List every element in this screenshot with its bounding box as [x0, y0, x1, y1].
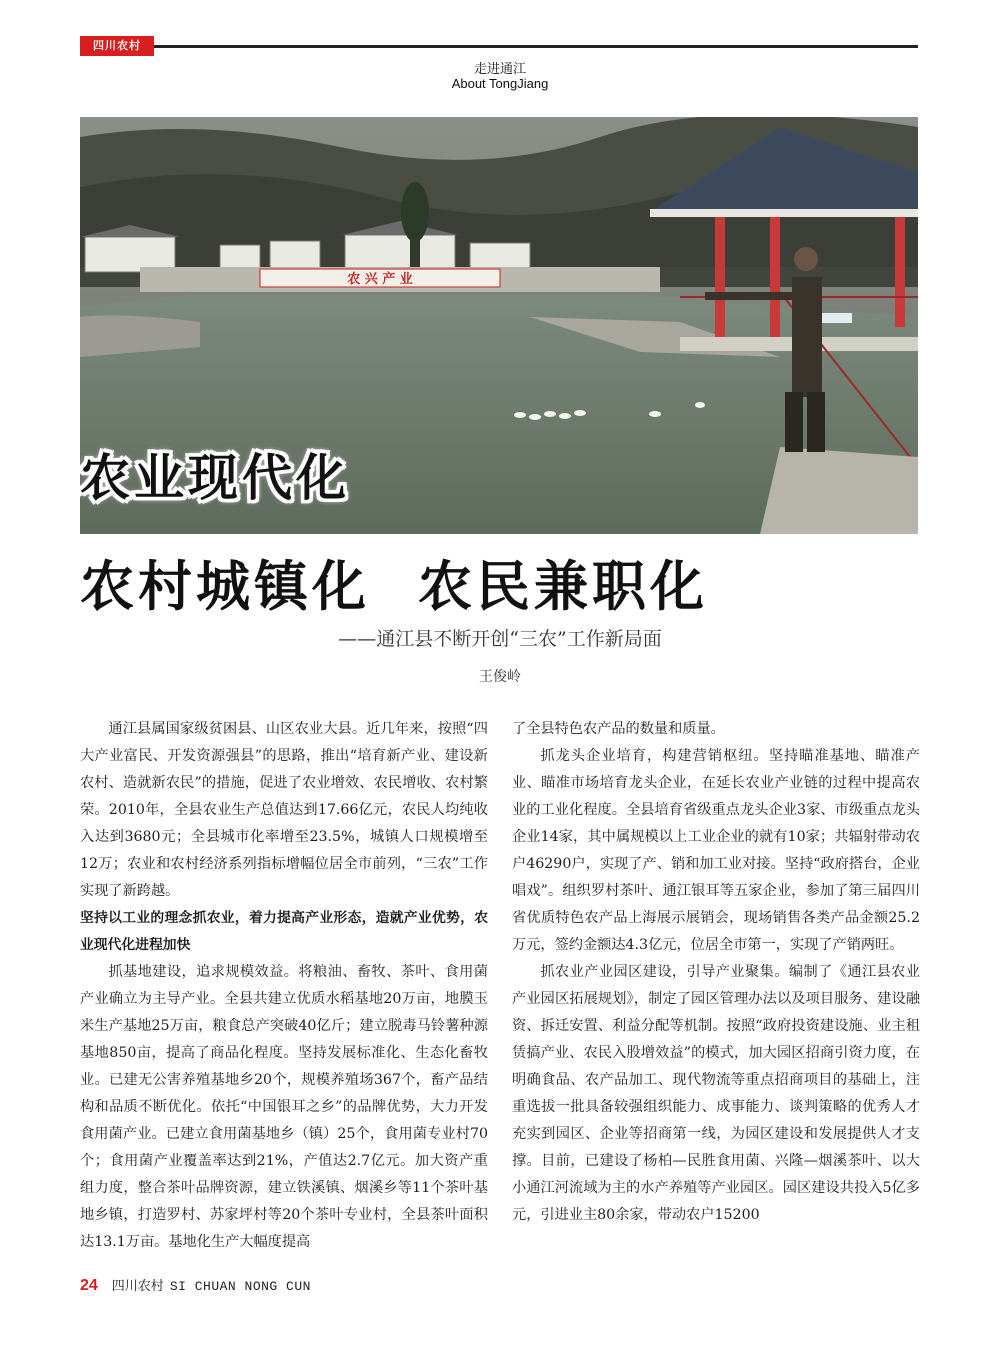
- title-part-1: 农村城镇化: [80, 554, 370, 618]
- section-heading: 坚持以工业的理念抓农业，着力提高产业形态，造就产业优势，农业现代化进程加快: [80, 910, 488, 953]
- magazine-name-cn: 四川农村: [111, 1279, 164, 1294]
- title-part-2: 农民兼职化: [418, 554, 708, 618]
- paragraph: 抓基地建设，追求规模效益。将粮油、畜牧、茶叶、食用菌产业确立为主导产业。全县共建立优质水稻基地20万亩，地膜玉米生产基地25万亩，粮食总产突破40亿斤；建立脱毒马铃薯种源基地850亩，提高了商品化程度。坚持发展标准化、生态化畜牧业。已建无公害养殖基地乡20个，规模养殖场367个，畜产品结构和品质不断优化。依托“中国银耳之乡”的品牌优势，大力开发食用菌产业。已建立食用菌基地乡（镇）25个，食用菌专业村70个；食用菌产业覆盖率达到21%，产值达2.7亿元。加大资产重组力度，整合茶叶品牌资源，建立铁溪镇、烟溪乡等11个茶叶基地乡镇，打造罗村、苏家坪村等20个茶叶专业村，全县茶叶面积达13.1万亩。基地化生产大幅度提高: [80, 964, 488, 1250]
- article-subtitle: ——通江县不断开创“三农”工作新局面: [338, 628, 662, 650]
- section-title-en: About TongJiang: [451, 76, 549, 91]
- article-title: [80, 544, 708, 621]
- paragraph: 通江县属国家级贫困县、山区农业大县。近几年来，按照“四大产业富民、开发资源强县”的思路，推出“培育新产业、建设新农村、造就新农民”的措施，促进了农业增效、农民增收、农村繁荣。2010年，全县农业生产总值达到17.66亿元，农民人均纯收入达到3680元；全县城市化率增至23.5%，城镇人口规模增至12万；农业和农村经济系列指标增幅位居全市前列，“三农”工作实现了新跨越。: [80, 721, 488, 899]
- paragraph: 抓农业产业园区建设，引导产业聚集。编制了《通江县农业产业园区拓展规划》，制定了园区管理办法以及项目服务、建设融资、拆迁安置、利益分配等机制。按照“政府投资建设施、业主租赁搞产业、农民入股增效益”的模式，加大园区招商引资力度，在明确食品、农产品加工、现代物流等重点招商项目的基础上，注重选拔一批具备较强组织能力、成事能力、谈判策略的优秀人才充实到园区、企业等招商第一线，为园区建设和发展提供人才支撑。目前，已建设了杨柏—民胜食用菌、兴隆—烟溪茶叶、以大小通江河流域为主的水产养殖等产业园区。园区建设共投入5亿多元，引进业主80余家，带动农户15200: [512, 964, 920, 1223]
- magazine-name-en: SI CHUAN NONG CUN: [169, 1279, 311, 1294]
- page-number: 24: [80, 1277, 98, 1294]
- text-column-left: [80, 716, 488, 1256]
- magazine-tag: 四川农村: [80, 36, 154, 56]
- header-rule: [154, 45, 918, 48]
- banner-text: 农 兴 产 业: [347, 272, 413, 287]
- text-column-right: [512, 716, 920, 1229]
- paragraph: 抓龙头企业培育，构建营销枢纽。坚持瞄准基地、瞄准产业、瞄准市场培育龙头企业，在延长农业产业链的过程中提高农业的工业化程度。全县培育省级重点龙头企业3家、市级重点龙头企业14家，其中属规模以上工业企业的就有10家；共辐射带动农户46290户，实现了产、销和加工业对接。坚持“政府搭台，企业唱戏”。组织罗村茶叶、通江银耳等五家企业，参加了第三届四川省优质特色农产品上海展示展销会，现场销售各类产品金额25.2万元，签约金额达4.3亿元，位居全市第一，实现了产销两旺。: [512, 748, 920, 953]
- paragraph: 了全县特色农产品的数量和质量。: [512, 721, 725, 737]
- section-title-cn: 走进通江: [473, 62, 526, 77]
- page-footer: [80, 1275, 311, 1295]
- hero-photo: [80, 117, 918, 534]
- pond-scene-illustration: [80, 117, 918, 534]
- article-author: 王俊岭: [479, 669, 521, 685]
- photo-caption: 农业现代化: [80, 448, 350, 507]
